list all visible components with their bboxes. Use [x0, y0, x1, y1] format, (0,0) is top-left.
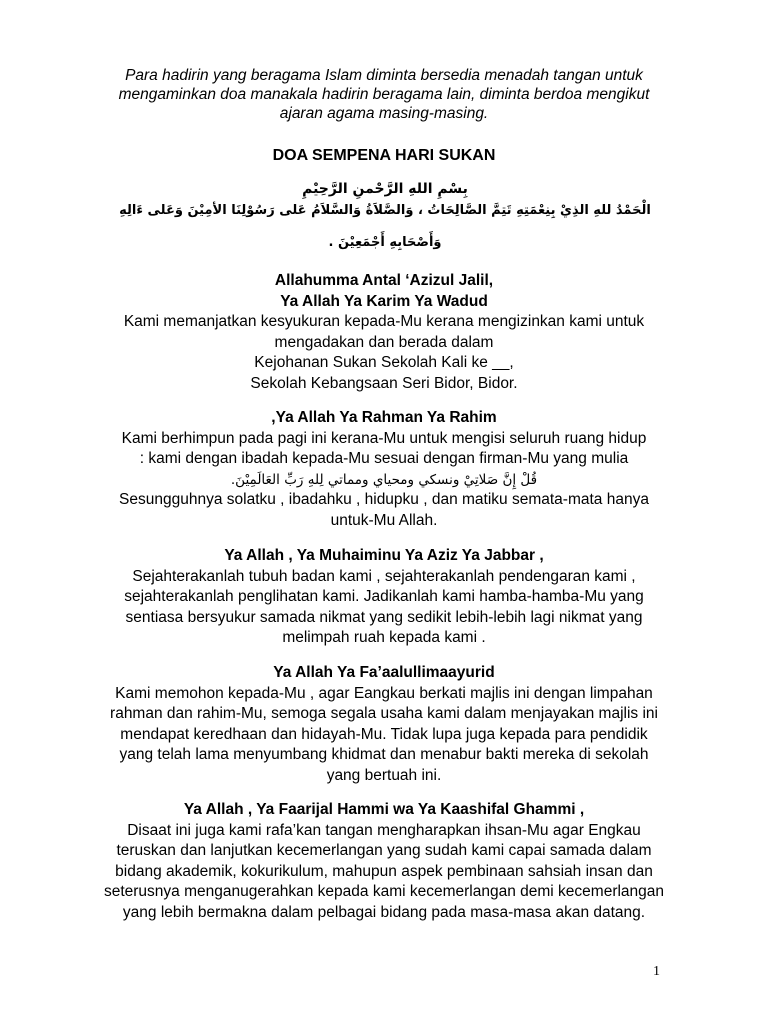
section-line: Kejohanan Sukan Sekolah Kali ke __,	[254, 354, 514, 371]
section-line: Kami memanjatkan kesyukuran kepada-Mu kerana mengizinkan kami untuk	[123, 313, 645, 330]
prayer-section-3	[80, 546, 688, 649]
section-heading: Ya Allah , Ya Faarijal Hammi wa Ya Kaashifal Ghammi ,	[183, 801, 585, 818]
section-heading: ,Ya Allah Ya Rahman Ya Rahim	[271, 409, 497, 426]
section-line: mendapat keredhaan dan hidayah-Mu. Tidak lupa juga kepada para pendidik	[120, 725, 648, 743]
section-line: Sesungguhnya solatku , ibadahku , hidupku , dan matiku semata-mata hanya	[119, 491, 649, 508]
section-line: Sejahterakanlah tubuh badan kami , sejahterakanlah pendengaran kami ,	[132, 567, 636, 585]
prayer-section-1	[80, 271, 688, 394]
section-line: Kami berhimpun pada pagi ini kerana-Mu untuk mengisi seluruh ruang hidup	[121, 429, 647, 447]
section-line: : kami dengan ibadah kepada-Mu sesuai dengan firman-Mu yang mulia	[139, 450, 629, 467]
intro-line: mengaminkan doa manakala hadirin beragama lain, diminta berdoa mengikut	[118, 86, 650, 103]
intro-paragraph	[100, 66, 668, 123]
arabic-basmalah: بِسْمِ اللهِ الرَّحْمنِ الرَّحِيْمِ	[302, 181, 468, 197]
section-line: Kami memohon kepada-Mu , agar Eangkau berkati majlis ini dengan limpahan	[115, 684, 653, 702]
section-line: melimpah ruah kepada kami .	[282, 629, 486, 646]
section-line: yang lebih bermakna dalam pelbagai bidang pada masa-masa akan datang.	[122, 903, 646, 921]
section-line: Sekolah Kebangsaan Seri Bidor, Bidor.	[250, 374, 518, 392]
section-line: rahman dan rahim-Mu, semoga segala usaha kami dalam menjayakan majlis ini	[110, 705, 658, 722]
section-heading: Ya Allah Ya Karim Ya Wadud	[280, 292, 488, 310]
section-heading: Ya Allah Ya Fa’aalullimaayurid	[273, 664, 495, 681]
section-line: sentiasa bersyukur samada nikmat yang sedikit lebih-lebih lagi nikmat yang	[125, 608, 643, 626]
prayer-section-4	[80, 663, 688, 786]
section-line: yang bertuah ini.	[326, 766, 442, 784]
section-line: mengadakan dan berada dalam	[274, 333, 494, 351]
doc-title: DOA SEMPENA HARI SUKAN	[272, 147, 496, 164]
intro-line: ajaran agama masing-masing.	[279, 105, 489, 122]
section-line: seterusnya menganugerahkan kepada kami kecemerlangan demi kecemerlangan	[103, 883, 665, 900]
prayer-section-5	[80, 800, 688, 923]
section-heading: Allahumma Antal ‘Azizul Jalil,	[274, 272, 494, 289]
arabic-praise-line: الْحَمْدُ للهِ الذِيْ بِنِعْمَتِهِ تَتِمَّ الصَّالِحَاتُ ، وَالصَّلاَةُ وَالسَّلاَمُ عَلى رَسُوْلِنَا الأمِيْنَ وَعَلى ءَالِهِ	[119, 203, 651, 218]
section-line: sejahterakanlah penglihatan kami. Jadikanlah kami hamba-hamba-Mu yang	[124, 588, 644, 605]
arabic-praise-line-end: وَأَصْحَابِهِ أَجْمَعِيْنَ .	[328, 235, 442, 250]
section-line: untuk-Mu Allah.	[330, 511, 438, 529]
section-heading: Ya Allah , Ya Muhaiminu Ya Aziz Ya Jabbar ,	[224, 547, 544, 564]
intro-line: Para hadirin yang beragama Islam diminta bersedia menadah tangan untuk	[125, 67, 643, 84]
arabic-verse: قُلْ إِنَّ صَلاتِيْ ونسكي ومحياي ومماتي لِلهِ رَبِّ العَالَمِيْنَ.	[230, 471, 538, 488]
page-number: 1	[653, 964, 660, 979]
section-line: Disaat ini juga kami rafa’kan tangan mengharapkan ihsan-Mu agar Engkau	[127, 821, 641, 839]
section-line: teruskan dan lanjutkan kecemerlangan yang sudah kami capai samada dalam	[116, 842, 652, 859]
prayer-section-2	[80, 408, 688, 531]
section-line: bidang akademik, kokurikulum, mahupun aspek pembinaan sahsiah insan dan	[115, 862, 653, 880]
section-line: yang telah lama menyumbang khidmat dan menabur bakti mereka di sekolah	[119, 746, 649, 763]
